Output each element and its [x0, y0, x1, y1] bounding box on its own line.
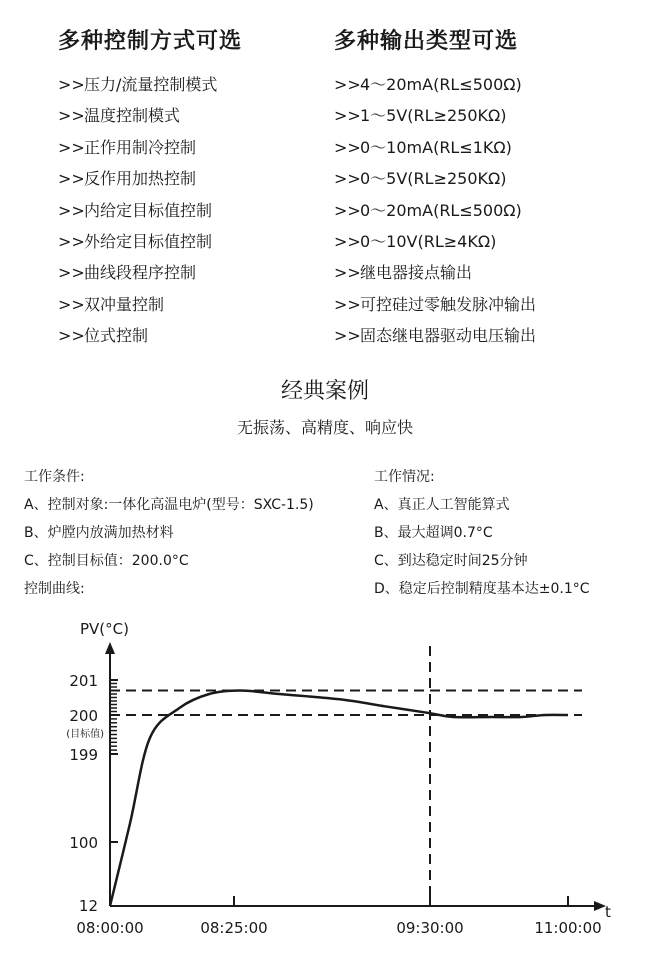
control-modes-title: 多种控制方式可选	[58, 29, 243, 54]
arrow-icon: >>	[58, 294, 85, 314]
arrow-icon: >>	[334, 75, 361, 94]
curve-label: 控制曲线:	[24, 581, 85, 597]
output-types-title: 多种输出类型可选	[334, 29, 519, 54]
arrow-icon: >>	[334, 200, 361, 220]
arrow-icon: >>	[58, 169, 85, 189]
control-modes-column	[58, 24, 242, 352]
x-tick-label: 11:00:00	[534, 919, 602, 937]
y-axis-label: PV(°C)	[80, 620, 129, 638]
condition-item: C、控制目标值：200.0°C	[24, 553, 189, 569]
list-item: >>1～5V(RL≥250KΩ)	[334, 100, 536, 131]
working-conditions	[24, 463, 314, 603]
y-tick-label: 100	[69, 834, 98, 852]
list-item: >>0～10V(RL≥4KΩ)	[334, 226, 536, 257]
output-types-column	[334, 24, 536, 352]
list-item: >>继电器接点输出	[334, 257, 536, 288]
working-results	[374, 463, 590, 603]
case-title: 经典案例	[280, 379, 369, 404]
y-axis-arrow-icon	[105, 642, 115, 654]
arrow-icon: >>	[58, 137, 85, 157]
arrow-icon: >>	[58, 326, 85, 346]
y-tick-label: 12	[78, 897, 98, 915]
arrow-icon: >>	[334, 106, 361, 126]
list-item: >>正作用制冷控制	[58, 132, 242, 163]
arrow-icon: >>	[58, 200, 85, 220]
arrow-icon: >>	[334, 263, 361, 283]
list-item: >>温度控制模式	[58, 100, 242, 131]
results-title: 工作情况:	[374, 469, 435, 485]
output-types-list	[334, 69, 536, 352]
arrow-icon: >>	[334, 294, 361, 314]
list-item: >>双冲量控制	[58, 289, 242, 320]
list-item: >>外给定目标值控制	[58, 226, 242, 257]
y-tick-label: 200	[69, 707, 98, 725]
list-item: >>固态继电器驱动电压输出	[334, 320, 536, 351]
list-item: >>0～10mA(RL≤1KΩ)	[334, 132, 536, 163]
result-item: D、稳定后控制精度基本达±0.1°C	[374, 581, 590, 597]
conditions-title: 工作条件:	[24, 469, 85, 485]
result-item: A、真正人工智能算式	[374, 497, 510, 513]
arrow-icon: >>	[58, 75, 85, 94]
arrow-icon: >>	[58, 231, 85, 251]
x-axis-label: t	[605, 903, 611, 921]
y-tick-label: 201	[69, 672, 98, 690]
x-tick-label: 08:25:00	[200, 919, 268, 937]
list-item: >>位式控制	[58, 320, 242, 351]
arrow-icon: >>	[334, 326, 361, 346]
case-subtitle: 无振荡、高精度、响应快	[236, 418, 413, 437]
control-modes-list	[58, 69, 242, 352]
result-item: C、到达稳定时间25分钟	[374, 553, 528, 569]
list-item: >>曲线段程序控制	[58, 257, 242, 288]
condition-item: B、炉膛内放满加热材料	[24, 525, 174, 541]
arrow-icon: >>	[334, 169, 361, 189]
list-item: >>4～20mA(RL≤500Ω)	[334, 69, 536, 100]
list-item: >>内给定目标值控制	[58, 195, 242, 226]
y-tick-sublabel: (目标值)	[66, 729, 104, 740]
list-item: >>可控硅过零触发脉冲输出	[334, 289, 536, 320]
arrow-icon: >>	[58, 263, 85, 283]
y-tick-label: 199	[69, 746, 98, 764]
list-item: >>0～5V(RL≥250KΩ)	[334, 163, 536, 194]
control-curve-chart	[0, 610, 650, 958]
list-item: >>压力/流量控制模式	[58, 69, 242, 100]
condition-item: A、控制对象:一体化高温电炉(型号：SXC-1.5)	[24, 497, 314, 513]
list-item: >>0～20mA(RL≤500Ω)	[334, 195, 536, 226]
pv-curve	[110, 691, 568, 907]
result-item: B、最大超调0.7°C	[374, 525, 493, 541]
arrow-icon: >>	[334, 137, 361, 157]
x-tick-label: 09:30:00	[396, 919, 464, 937]
list-item: >>反作用加热控制	[58, 163, 242, 194]
x-tick-label: 08:00:00	[76, 919, 144, 937]
arrow-icon: >>	[58, 106, 85, 126]
arrow-icon: >>	[334, 231, 361, 251]
